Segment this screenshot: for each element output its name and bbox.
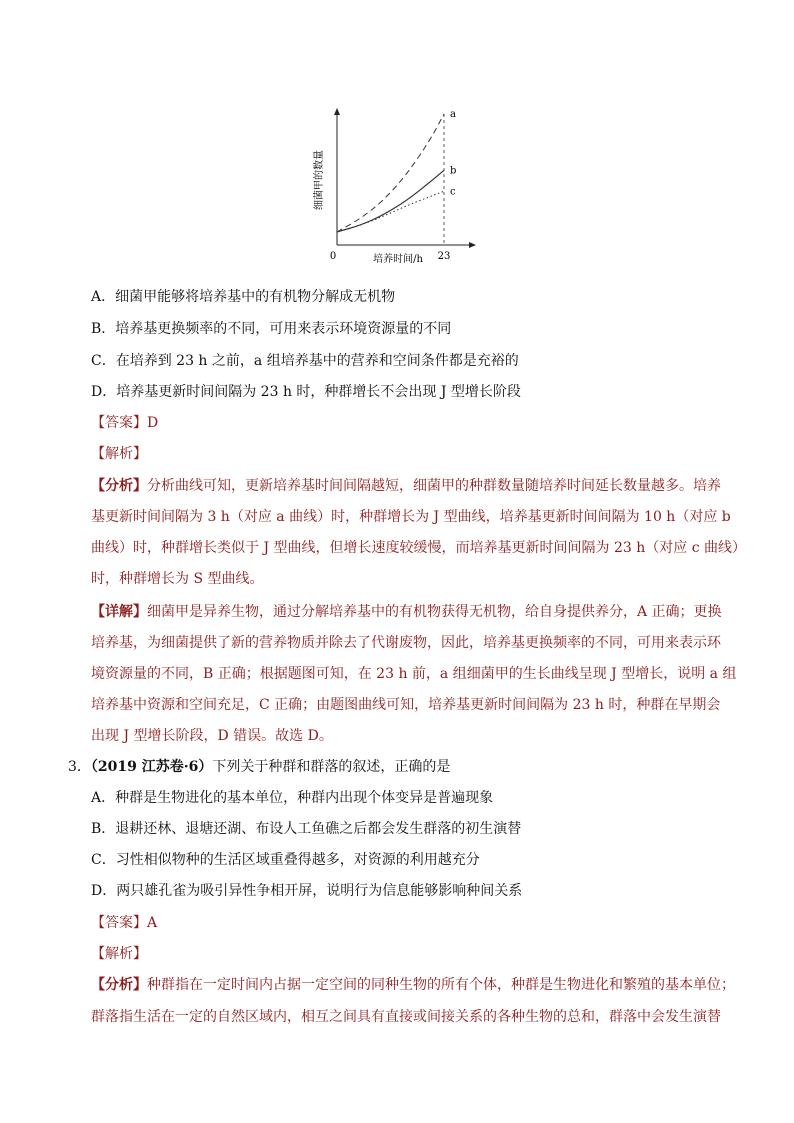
series-c-line xyxy=(337,191,444,232)
series-a-label: a xyxy=(450,109,456,120)
q2-fenxi-label: 【分析】 xyxy=(91,478,147,494)
q2-fenxi-line-1 xyxy=(91,476,721,496)
series-c-label: c xyxy=(450,186,456,198)
q2-xiangjie-line-3: 境资源量的不同，B 正确；根据题图可知，在 23 h 前，a 组细菌甲的生长曲线呈现 J 型增长，说明 a 组 xyxy=(91,666,737,682)
q2-option-d: D．培养基更新时间间隔为 23 h 时，种群增长不会出现 J 型增长阶段 xyxy=(91,384,521,400)
q2-xiangjie-text: 细菌甲是异养生物，通过分解培养基中的有机物获得无机物，给自身提供养分，A 正确；更换 xyxy=(147,604,722,620)
q3-analysis-heading: 【解析】 xyxy=(91,946,147,962)
q2-answer: 【答案】D xyxy=(91,415,159,431)
q3-fenxi-label: 【分析】 xyxy=(91,977,147,993)
q2-fenxi-line-2: 基更新时间间隔为 3 h（对应 a 曲线）时，种群增长为 J 型曲线，培养基更新时间间隔为 10 h（对应 b xyxy=(91,509,731,525)
y-axis-arrow xyxy=(334,108,340,115)
q2-xiangjie-line-4: 培养基中资源和空间充足，C 正确；由题图曲线可知，培养基更新时间间隔为 23 h 时，种群在早期会 xyxy=(91,697,721,713)
q3-fenxi-text: 种群指在一定时间内占据一定空间的同种生物的所有个体，种群是生物进化和繁殖的基本单位； xyxy=(147,977,735,993)
q3-option-d: D．两只雄孔雀为吸引异性争相开屏，说明行为信息能够影响种间关系 xyxy=(91,883,523,899)
q3-fenxi-line-2: 群落指生活在一定的自然区域内，相互之间具有直接或间接关系的各种生物的总和，群落中会发生演替 xyxy=(91,1009,721,1025)
series-a-line xyxy=(337,114,444,232)
q2-fenxi-text: 分析曲线可知，更新培养基时间间隔越短，细菌甲的种群数量随培养时间延长数量越多。培养 xyxy=(147,478,721,494)
series-b-line xyxy=(337,170,444,232)
q2-fenxi-line-4: 时，种群增长为 S 型曲线。 xyxy=(91,571,264,587)
y-axis-label: 细菌甲的数量 xyxy=(314,150,325,210)
origin-label: 0 xyxy=(329,251,337,262)
q2-xiangjie-line-2: 培养基，为细菌提供了新的营养物质并除去了代谢废物，因此，培养基更换频率的不同，可用来表示环 xyxy=(91,635,721,651)
q3-stem-text: 下列关于种群和群落的叙述，正确的是 xyxy=(212,759,451,775)
growth-curve-chart xyxy=(300,100,480,270)
series-b-label: b xyxy=(450,165,457,177)
q3-number: 3． xyxy=(68,759,91,775)
x-tick-label: 23 xyxy=(437,251,451,262)
q2-option-c: C．在培养到 23 h 之前，a 组培养基中的营养和空间条件都是充裕的 xyxy=(91,353,519,369)
q2-fenxi-line-3: 曲线）时，种群增长类似于 J 型曲线，但增长速度较缓慢，而培养基更新时间间隔为 23 h（对应 c 曲线） xyxy=(91,540,746,556)
q2-xiangjie-line-1 xyxy=(91,602,722,622)
q2-analysis-heading: 【解析】 xyxy=(91,446,147,462)
x-axis-label: 培养时间/h xyxy=(373,254,423,265)
q2-option-a: A．细菌甲能够将培养基中的有机物分解成无机物 xyxy=(91,289,396,305)
q3-answer: 【答案】A xyxy=(91,915,158,931)
q3-option-c: C．习性相似物种的生活区域重叠得越多，对资源的利用越充分 xyxy=(91,852,480,868)
q2-xiangjie-label: 【详解】 xyxy=(91,604,147,620)
q3-fenxi-line-1 xyxy=(91,975,735,995)
x-axis-arrow xyxy=(469,242,476,248)
q2-option-b: B．培养基更换频率的不同，可用来表示环境资源量的不同 xyxy=(91,321,452,337)
q3-source: （2019 江苏卷·6） xyxy=(90,759,213,775)
q2-xiangjie-line-5: 出现 J 型增长阶段，D 错误。故选 D。 xyxy=(91,728,333,744)
q3-option-b: B．退耕还林、退塘还湖、布设人工鱼礁之后都会发生群落的初生演替 xyxy=(91,821,522,837)
q3-stem xyxy=(68,757,450,777)
q3-option-a: A．种群是生物进化的基本单位，种群内出现个体变异是普遍现象 xyxy=(91,790,494,806)
